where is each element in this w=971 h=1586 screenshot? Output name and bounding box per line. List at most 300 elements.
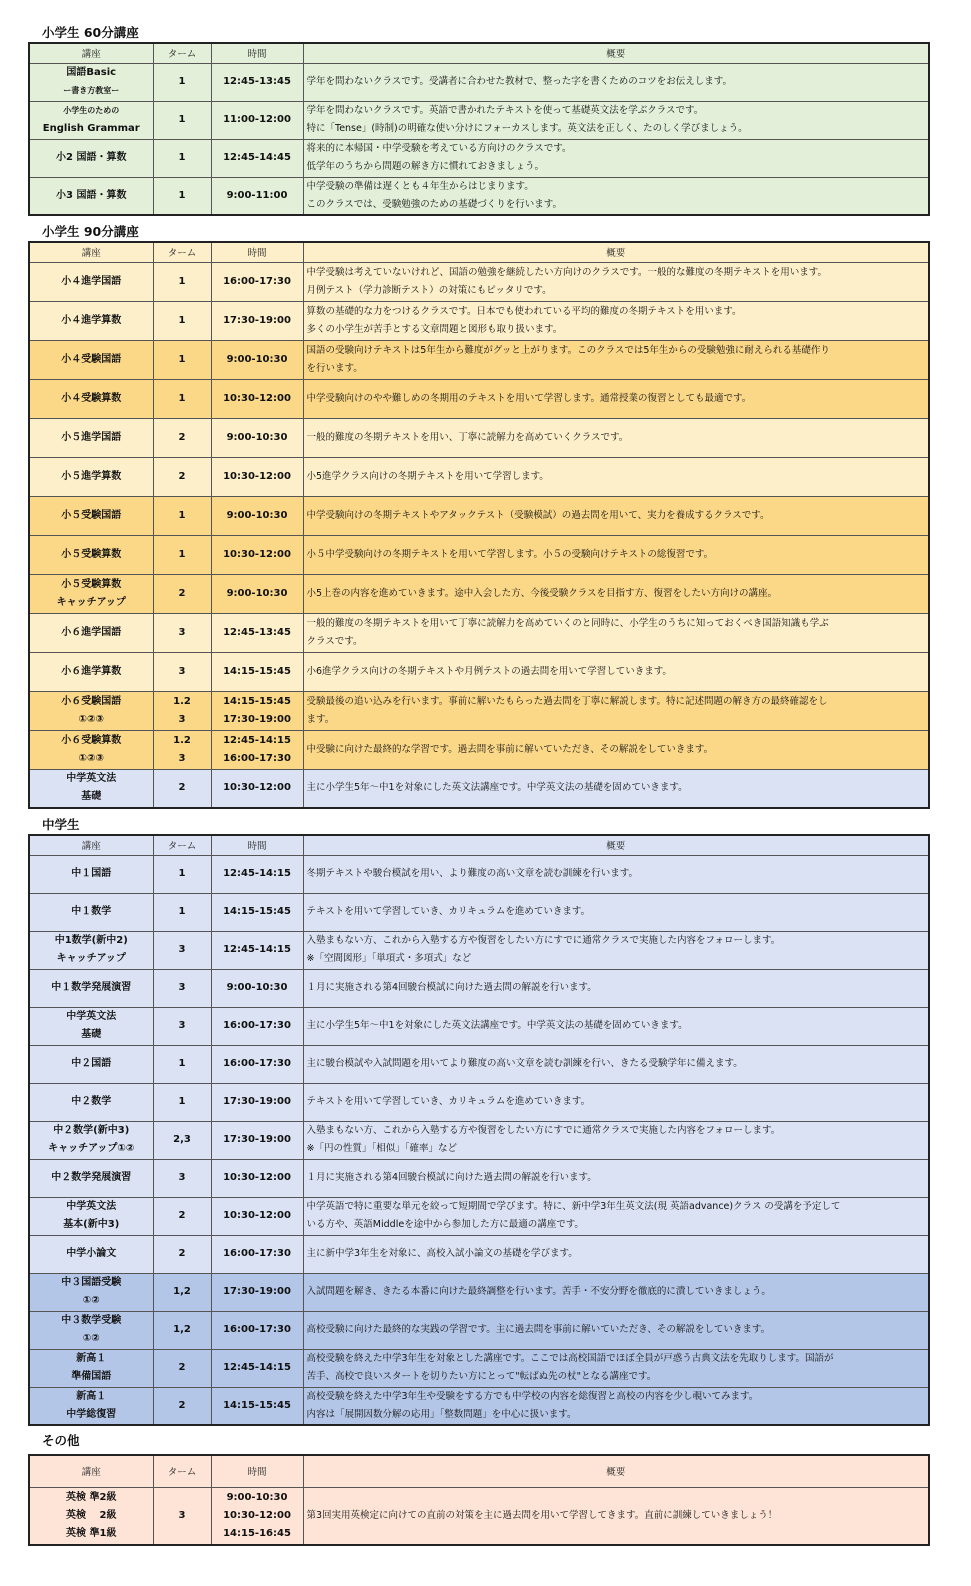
course-row [29, 730, 929, 769]
course-time-line: 10:30-12:00 [223, 1210, 291, 1221]
course-row [29, 1007, 929, 1045]
course-name-line: 小４進学算数 [61, 314, 122, 326]
course-time-line: 12:45-13:45 [223, 76, 291, 87]
course-summary-line: 特に「Tense」(時制)の明確な使い分けにフォーカスします。英文法を正しく、たのしく学びましょう。 [306, 123, 748, 134]
course-name-line: 小４進学国語 [61, 275, 122, 287]
course-summary [303, 496, 929, 535]
header-course: 講座 [29, 43, 153, 63]
course-name [29, 1273, 153, 1311]
course-time-line: 14:15-15:45 [223, 695, 291, 707]
course-name [29, 1159, 153, 1197]
course-name-line: 中３国語受験 [61, 1277, 122, 1288]
course-name-line: 中１数学発展演習 [51, 982, 132, 993]
course-summary [303, 262, 929, 301]
course-term-line: 2 [178, 1248, 186, 1259]
course-name-line: 中１数学 [71, 906, 112, 917]
course-term [153, 177, 211, 215]
course-name [29, 769, 153, 808]
course-time [211, 340, 303, 379]
course-summary-line: 主に小学生5年～中1を対象にした英文法講座です。中学英文法の基礎を固めていきます。 [306, 1020, 688, 1031]
course-time-line: 16:00-17:30 [223, 1248, 291, 1259]
course-time-line: 10:30-12:00 [223, 1172, 291, 1183]
course-time [211, 177, 303, 215]
course-time-line: 16:00-17:30 [223, 275, 291, 287]
course-name [29, 63, 153, 101]
course-name [29, 855, 153, 893]
course-summary [303, 931, 929, 969]
course-summary-line: 小5進学クラス向けの冬期テキストを用いて学習します。 [306, 470, 549, 482]
course-summary-line: 苦手、高校で良いスタートを切りたい方にとって"転ばぬ先の杖"となる講座です。 [306, 1371, 657, 1382]
course-name [29, 457, 153, 496]
course-time-line: 16:00-17:30 [223, 1324, 291, 1335]
course-row [29, 893, 929, 931]
course-row [29, 1387, 929, 1425]
course-time-line: 12:45-14:15 [223, 1362, 291, 1373]
course-name-line: キャッチアップ [56, 953, 126, 964]
header-time: 時間 [211, 242, 303, 262]
course-name-line: 中学総復習 [66, 1408, 117, 1420]
course-term [153, 63, 211, 101]
course-summary-line: 高校受験に向けた最終的な実践の学習です。主に過去問を事前に解いていただき、その解説をしていきます。 [306, 1324, 771, 1335]
course-time-line: 9:00-10:30 [226, 982, 288, 993]
course-term-line: 1 [178, 906, 186, 917]
course-summary [303, 301, 929, 340]
course-row [29, 931, 929, 969]
course-term-line: 1.2 [173, 695, 191, 707]
course-row [29, 1121, 929, 1159]
course-term-line: 1 [178, 1096, 186, 1107]
course-summary-line: ます。 [306, 713, 335, 725]
course-time [211, 574, 303, 613]
course-summary-line: 一般的難度の冬期テキストを用い、丁寧に読解力を高めていくクラスです。 [306, 431, 629, 443]
course-time-line: 14:15-16:45 [223, 1527, 291, 1539]
course-summary [303, 1487, 929, 1545]
course-time-line: 9:00-10:30 [226, 353, 288, 365]
course-term [153, 1197, 211, 1235]
course-summary-line: 多くの小学生が苦手とする文章問題と図形も取り扱います。 [306, 323, 563, 335]
course-name-line: 新高１ [76, 1390, 107, 1402]
course-summary-line: １月に実施される第4回駿台模試に向けた過去問の解説を行います。 [306, 982, 597, 993]
course-name [29, 418, 153, 457]
course-row [29, 379, 929, 418]
course-summary-line: 将来的に本帰国・中学受験を考えている方向けのクラスです。 [306, 143, 572, 154]
course-row [29, 691, 929, 730]
course-row [29, 1045, 929, 1083]
course-time-line: 9:00-10:30 [226, 1491, 288, 1503]
section-title: 中学生 [42, 817, 80, 832]
course-term-line: 2,3 [173, 1134, 191, 1145]
course-time [211, 931, 303, 969]
course-summary [303, 1045, 929, 1083]
course-term [153, 730, 211, 769]
course-time-line: 9:00-10:30 [226, 431, 288, 443]
course-summary [303, 1311, 929, 1349]
course-time [211, 1197, 303, 1235]
course-time [211, 301, 303, 340]
course-term [153, 418, 211, 457]
course-time-line: 17:30-19:00 [223, 314, 291, 326]
course-summary [303, 769, 929, 808]
course-term-line: 1 [178, 76, 186, 87]
course-time [211, 1311, 303, 1349]
course-term-line: 1 [178, 1058, 186, 1069]
course-name-line: 中１国語 [71, 868, 112, 879]
course-term [153, 1235, 211, 1273]
course-name [29, 1349, 153, 1387]
header-term: ターム [153, 835, 211, 855]
course-term [153, 1273, 211, 1311]
course-name-line: 英検 準1級 [66, 1527, 117, 1539]
course-term [153, 652, 211, 691]
course-name-line: 中３数学受験 [61, 1315, 122, 1326]
course-summary-line: 一般的難度の冬期テキストを用いて丁寧に読解力を高めていくのと同時に、小学生のうちに知っておくべき国語知識も学ぶ [306, 617, 829, 629]
section-junior-high [28, 816, 930, 1426]
course-term-line: 3 [178, 982, 186, 993]
course-time [211, 1273, 303, 1311]
course-row [29, 139, 929, 177]
course-name-line: 小４受験国語 [61, 353, 122, 365]
course-summary-line: 高校受験を終えた中学3年生を対象とした講座です。ここでは高校国語でほぼ全員が戸惑う古典文法を先取りします。国語が [306, 1353, 834, 1364]
course-name [29, 1235, 153, 1273]
course-time [211, 535, 303, 574]
course-time-line: 9:00-11:00 [226, 189, 288, 201]
course-term-line: 3 [178, 944, 186, 955]
course-summary-line: 低学年のうちから問題の解き方に慣れておきましょう。 [306, 161, 545, 172]
course-name [29, 613, 153, 652]
course-term-line: 1 [178, 152, 186, 163]
course-summary-line: を行います。 [306, 362, 363, 374]
course-term-line: 1 [178, 275, 186, 287]
course-row [29, 496, 929, 535]
course-name-line: 中学小論文 [66, 1248, 117, 1259]
course-summary [303, 730, 929, 769]
course-term-line: 1 [178, 868, 186, 879]
course-row [29, 1083, 929, 1121]
course-summary [303, 457, 929, 496]
course-name [29, 893, 153, 931]
course-summary [303, 691, 929, 730]
course-name-line: キャッチアップ①② [48, 1143, 135, 1154]
course-summary-line: 小5上巻の内容を進めていきます。途中入会した方、今後受験クラスを目指す方、復習をしたい方向けの講座。 [306, 587, 778, 599]
course-term-line: 1 [178, 509, 186, 521]
course-time [211, 1007, 303, 1045]
course-summary [303, 1159, 929, 1197]
header-course: 講座 [29, 242, 153, 262]
course-summary [303, 1197, 929, 1235]
course-name-line: キャッチアップ [56, 596, 126, 608]
course-table [28, 42, 930, 216]
course-name-line: 国語Basic [66, 67, 117, 78]
course-summary-line: １月に実施される第4回駿台模試に向けた過去問の解説を行います。 [306, 1172, 597, 1183]
course-name [29, 931, 153, 969]
course-term-line: 1 [178, 114, 186, 125]
course-summary [303, 1387, 929, 1425]
course-summary [303, 139, 929, 177]
course-summary-line: 小6進学クラス向けの冬期テキストや月例テストの過去問を用いて学習していきます。 [306, 665, 672, 677]
course-row [29, 613, 929, 652]
course-name [29, 379, 153, 418]
section-other [28, 1432, 930, 1546]
course-name-line: 小６受験国語 [61, 695, 122, 707]
course-summary-line: 内容は「展開因数分解の応用」「整数問題」を中心に扱います。 [306, 1408, 577, 1420]
course-time-line: 12:45-14:15 [223, 868, 291, 879]
course-name-line: 英検 準2級 [66, 1491, 117, 1503]
course-name-line: 中学英文法 [66, 1201, 117, 1212]
course-name [29, 652, 153, 691]
course-name [29, 1121, 153, 1159]
course-name-line: 中1数学(新中2) [54, 935, 128, 946]
course-name-line: 新高１ [76, 1353, 107, 1364]
header-course: 講座 [29, 1455, 153, 1487]
course-row [29, 574, 929, 613]
course-row [29, 1487, 929, 1545]
course-time [211, 418, 303, 457]
course-summary-line: 高校受験を終えた中学3年生や受験をする方でも中学校の内容を総復習と高校の内容を少し覗いてみます。 [306, 1390, 759, 1402]
course-time-line: 12:45-14:45 [223, 152, 291, 163]
course-name-line: 中学英文法 [66, 773, 117, 785]
course-time [211, 262, 303, 301]
course-term [153, 535, 211, 574]
course-time [211, 63, 303, 101]
course-term [153, 931, 211, 969]
course-name-line: 基礎 [81, 791, 102, 803]
course-term [153, 340, 211, 379]
course-time [211, 769, 303, 808]
course-table [28, 1454, 930, 1546]
course-name [29, 1083, 153, 1121]
course-time-line: 10:30-12:00 [223, 1509, 291, 1521]
course-time [211, 139, 303, 177]
course-time-line: 16:00-17:30 [223, 1058, 291, 1069]
course-row [29, 1159, 929, 1197]
course-time-line: 12:45-13:45 [223, 626, 291, 638]
course-summary-line: 冬期テキストや駿台模試を用い、より難度の高い文章を読む訓練を行います。 [306, 868, 639, 879]
course-row [29, 769, 929, 808]
course-name [29, 535, 153, 574]
course-row [29, 969, 929, 1007]
course-summary [303, 1349, 929, 1387]
course-summary-line: 国語の受験向けテキストは5年生から難度がグッと上がります。このクラスでは5年生からの受験勉強に耐えられる基礎作り [306, 344, 830, 356]
course-time-line: 10:30-12:00 [223, 470, 291, 482]
course-term [153, 769, 211, 808]
course-term-line: 3 [178, 1509, 186, 1521]
course-term [153, 1007, 211, 1045]
course-name-line: ①② [82, 1333, 100, 1344]
course-term-line: 3 [178, 626, 186, 638]
course-term [153, 262, 211, 301]
course-term [153, 1311, 211, 1349]
course-name-line: ー書き方教室ー [63, 86, 120, 95]
course-name [29, 301, 153, 340]
course-summary-line: 中学受験向けの冬期テキストやアタックテスト（受験模試）の過去問を用いて、実力を養成するクラスです。 [306, 509, 770, 521]
course-time-line: 10:30-12:00 [223, 548, 291, 560]
course-summary-line: 算数の基礎的な力をつけるクラスです。日本でも使われている平均的難度の冬期テキストを用います。 [306, 305, 742, 317]
header-summary: 概要 [303, 43, 929, 63]
course-time-line: 12:45-14:15 [223, 734, 291, 746]
course-summary [303, 1007, 929, 1045]
header-time: 時間 [211, 43, 303, 63]
course-term [153, 301, 211, 340]
course-name [29, 969, 153, 1007]
course-term-line: 1 [178, 392, 186, 404]
course-summary-line: いる方や、英語Middleを途中から参加した方に最適の講座です。 [306, 1219, 584, 1230]
course-time [211, 969, 303, 1007]
course-row [29, 457, 929, 496]
course-name-line: 小５受験算数 [61, 548, 122, 560]
course-summary-line: 月例テスト（学力診断テスト）の対策にもピッタリです。 [306, 284, 552, 296]
course-time-line: 16:00-17:30 [223, 1020, 291, 1031]
course-time [211, 1121, 303, 1159]
course-name-line: 中２国語 [71, 1058, 112, 1069]
course-term [153, 1487, 211, 1545]
course-row [29, 855, 929, 893]
course-summary-line: 受験最後の追い込みを行います。事前に解いたもらった過去問を丁寧に解説します。特に記述問題の解き方の最終確認をし [306, 695, 828, 707]
course-time-line: 17:30-19:00 [223, 1286, 291, 1297]
course-summary-line: 中学英語で特に重要な単元を絞って短期間で学びます。特に、新中学3年生英文法(現 英語advance)クラス の受講を予定して [306, 1201, 841, 1212]
section-title: その他 [42, 1433, 80, 1448]
course-term-line: 1,2 [173, 1286, 191, 1297]
header-summary: 概要 [303, 242, 929, 262]
course-term-line: 2 [178, 587, 186, 599]
course-summary-line: 入試問題を解き、きたる本番に向けた最終調整を行います。苦手・不安分野を徹底的に潰していきましょう。 [306, 1286, 771, 1297]
course-name-line: 基本(新中3) [63, 1219, 120, 1230]
course-name [29, 1197, 153, 1235]
course-time-line: 10:30-12:00 [223, 392, 291, 404]
course-term [153, 855, 211, 893]
course-term-line: 1 [178, 314, 186, 326]
course-summary-line: テキストを用いて学習していき、カリキュラムを進めていきます。 [306, 906, 591, 917]
section-elem-60 [28, 24, 930, 216]
course-summary-line: ※「円の性質」「相似」「確率」など [306, 1143, 457, 1154]
header-time: 時間 [211, 1455, 303, 1487]
course-time [211, 1387, 303, 1425]
course-summary [303, 652, 929, 691]
course-name [29, 730, 153, 769]
course-summary [303, 101, 929, 139]
course-term [153, 969, 211, 1007]
course-term [153, 101, 211, 139]
course-time [211, 379, 303, 418]
course-row [29, 1235, 929, 1273]
course-term [153, 574, 211, 613]
course-name [29, 691, 153, 730]
header-course: 講座 [29, 835, 153, 855]
course-time-line: 9:00-10:30 [226, 509, 288, 521]
course-summary-line: 中学受験の準備は遅くとも４年生からはじまります。 [306, 180, 534, 192]
course-time [211, 691, 303, 730]
course-name [29, 1311, 153, 1349]
course-summary [303, 1235, 929, 1273]
course-time [211, 496, 303, 535]
course-summary-line: 主に駿台模試や入試問題を用いてより難度の高い文章を読む訓練を行い、きたる受験学年に備えます。 [306, 1058, 743, 1069]
course-time [211, 730, 303, 769]
course-summary-line: 中受験に向けた最終的な学習です。過去問を事前に解いていただき、その解説をしていきます。 [306, 743, 714, 755]
course-name-line: 小５受験国語 [61, 509, 122, 521]
course-row [29, 340, 929, 379]
course-row [29, 1349, 929, 1387]
course-time [211, 101, 303, 139]
course-summary [303, 340, 929, 379]
course-summary-line: 学年を問わないクラスです。受講者に合わせた教材で、整った字を書くためのコツをお伝えします。 [306, 76, 733, 87]
course-summary-line: クラスです。 [306, 635, 363, 647]
course-name [29, 1007, 153, 1045]
header-term: ターム [153, 1455, 211, 1487]
section-elem-90 [28, 223, 930, 809]
course-row [29, 418, 929, 457]
course-time [211, 652, 303, 691]
course-term [153, 1045, 211, 1083]
course-term-line: 3 [178, 1172, 186, 1183]
course-summary-line: 中学受験向けのやや難しめの冬期用のテキストを用いて学習します。通常授業の復習としても最適です。 [306, 392, 752, 404]
course-summary-line: ※「空間図形」「単項式・多項式」など [306, 953, 472, 964]
course-term-line: 1 [178, 353, 186, 365]
course-time-line: 11:00-12:00 [223, 114, 291, 125]
course-time [211, 613, 303, 652]
course-name-line: 中２数学(新中3) [53, 1125, 130, 1136]
section-title: 小学生 60分講座 [42, 25, 139, 40]
course-summary-line: 主に新中学3年生を対象に、高校入試小論文の基礎を学びます。 [306, 1248, 578, 1259]
course-term [153, 379, 211, 418]
course-name-line: 小６進学算数 [61, 665, 122, 677]
course-row [29, 535, 929, 574]
course-term [153, 496, 211, 535]
course-term-line: 2 [178, 1210, 186, 1221]
course-term [153, 457, 211, 496]
course-term-line: 1 [178, 189, 186, 201]
course-term [153, 1083, 211, 1121]
course-summary [303, 535, 929, 574]
course-term [153, 691, 211, 730]
course-term [153, 139, 211, 177]
course-table [28, 241, 930, 809]
course-term [153, 1349, 211, 1387]
course-name [29, 496, 153, 535]
course-time [211, 457, 303, 496]
course-term-line: 3 [178, 665, 186, 677]
course-row [29, 63, 929, 101]
course-time [211, 1487, 303, 1545]
course-summary-line: このクラスでは、受験勉強のための基礎づくりを行います。 [306, 198, 562, 210]
course-term-line: 2 [178, 470, 186, 482]
course-summary [303, 1273, 929, 1311]
course-summary [303, 63, 929, 101]
course-summary [303, 177, 929, 215]
course-summary [303, 574, 929, 613]
course-term [153, 1121, 211, 1159]
course-time [211, 1235, 303, 1273]
course-term-line: 2 [178, 1399, 186, 1411]
section-title: 小学生 90分講座 [42, 224, 139, 239]
course-summary-line: 中学受験は考えていないけれど、国語の勉強を継続したい方向けのクラスです。一般的な難度の冬期テキストを用います。 [306, 266, 828, 278]
course-name-line: 小６受験算数 [61, 734, 122, 746]
course-time-line: 17:30-19:00 [223, 1134, 291, 1145]
course-time [211, 1083, 303, 1121]
course-summary [303, 379, 929, 418]
course-row [29, 1197, 929, 1235]
course-term [153, 1159, 211, 1197]
header-term: ターム [153, 43, 211, 63]
course-time-line: 14:15-15:45 [223, 1399, 291, 1411]
course-term-line: 1 [178, 548, 186, 560]
course-term-line: 3 [178, 713, 186, 725]
course-name-line: 小５進学算数 [61, 470, 122, 482]
course-summary [303, 855, 929, 893]
course-term [153, 893, 211, 931]
course-name [29, 177, 153, 215]
course-time-line: 14:15-15:45 [223, 906, 291, 917]
course-name-line: ①②③ [78, 713, 104, 725]
course-time-line: 14:15-15:45 [223, 665, 291, 677]
